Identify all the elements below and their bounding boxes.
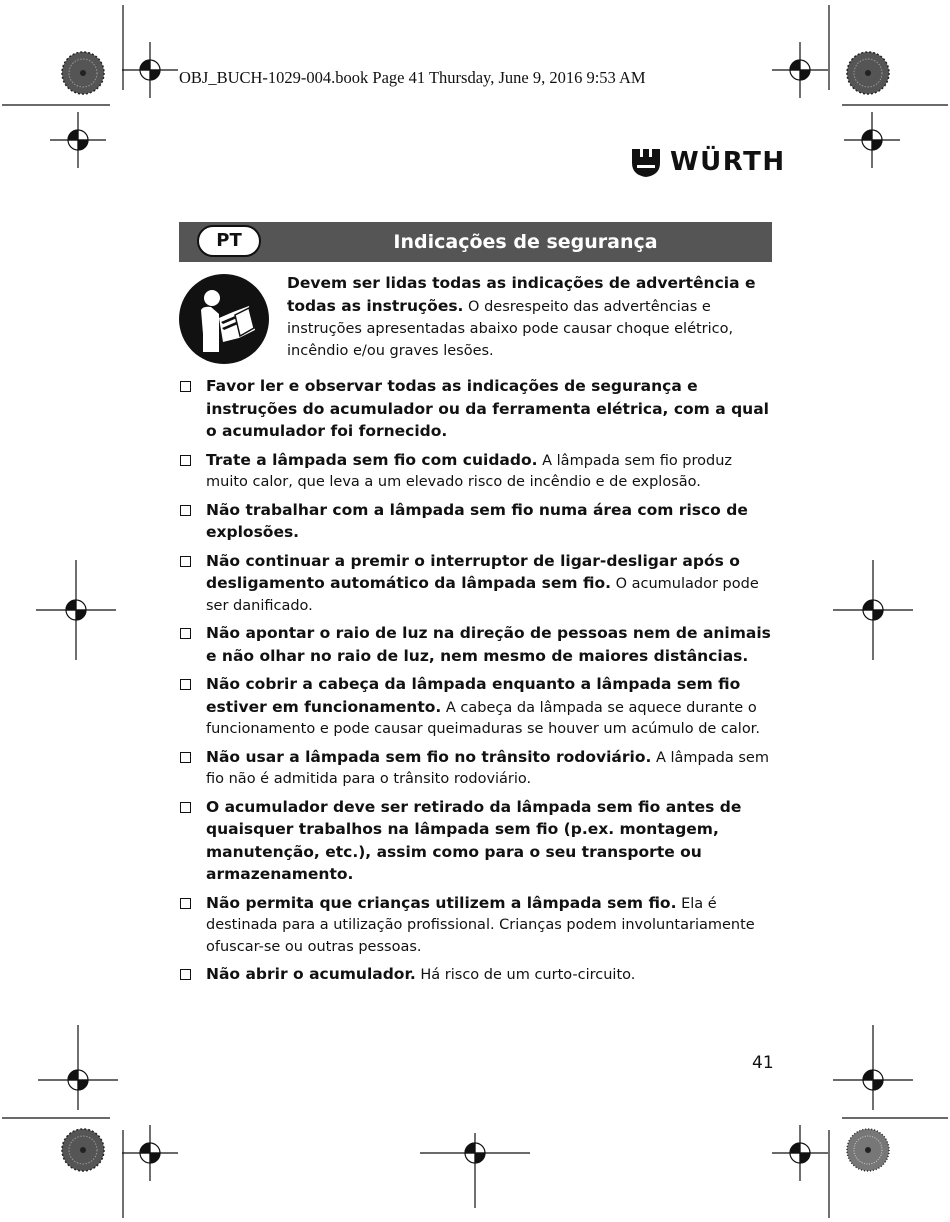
- checkbox-icon: [180, 752, 191, 763]
- item-bold: Não cobrir a cabeça da lâmpada enquanto a lâmpada sem fio estiver em funcionamento.: [206, 675, 741, 716]
- intro-text: [287, 272, 777, 362]
- page-number: 41: [752, 1053, 774, 1073]
- list-item: [179, 376, 775, 444]
- intro-bold: Devem ser lidas todas as indicações de advertência e todas as instruções.: [287, 274, 756, 315]
- item-text: A lâmpada sem fio não é admitida para o trânsito rodoviário.: [206, 749, 769, 787]
- print-header: OBJ_BUCH-1029-004.book Page 41 Thursday, June 9, 2016 9:53 AM: [179, 68, 646, 87]
- safety-list: [179, 376, 775, 993]
- read-manual-icon: [179, 274, 269, 364]
- item-bold: Trate a lâmpada sem fio com cuidado.: [206, 450, 538, 469]
- section-title: Indicações de segurança: [393, 231, 658, 253]
- brand-name: WÜRTH: [670, 147, 786, 177]
- list-item: [179, 964, 775, 987]
- item-text: A lâmpada sem fio produz muito calor, que leva a um elevado risco de incêndio e de explosão.: [206, 452, 733, 490]
- item-bold: Não continuar a premir o interruptor de ligar-desligar após o desligamento automático da lâmpada sem fio.: [206, 551, 740, 592]
- list-item: [179, 551, 775, 618]
- item-bold: Não apontar o raio de luz na direção de pessoas nem de animais e não olhar no raio de luz, nem mesmo de maiores distâncias.: [206, 624, 771, 665]
- checkbox-icon: [180, 679, 191, 690]
- item-bold: Não abrir o acumulador.: [206, 965, 416, 983]
- item-bold: Não permita que crianças utilizem a lâmpada sem fio.: [206, 893, 677, 912]
- list-item: [179, 674, 775, 741]
- checkbox-icon: [180, 802, 191, 813]
- list-item: [179, 450, 775, 494]
- checkbox-icon: [180, 381, 191, 392]
- item-bold: Não trabalhar com a lâmpada sem fio numa área com risco de explosões.: [206, 500, 748, 541]
- checkbox-icon: [180, 455, 191, 466]
- item-text: A cabeça da lâmpada se aquece durante o funcionamento e pode causar queimaduras se houver um acúmulo de calor.: [206, 699, 760, 737]
- item-text: Ela é destinada para a utilização profissional. Crianças podem involuntariamente ofuscar-se ou outras pessoas.: [206, 895, 755, 955]
- item-text: O acumulador pode ser danificado.: [206, 576, 759, 614]
- checkbox-icon: [180, 505, 191, 516]
- checkbox-icon: [180, 898, 191, 909]
- list-item: [179, 500, 775, 545]
- checkbox-icon: [180, 556, 191, 567]
- language-badge: PT: [197, 225, 261, 257]
- section-header: [179, 222, 772, 262]
- checkbox-icon: [180, 969, 191, 980]
- item-bold: Favor ler e observar todas as indicações de segurança e instruções do acumulador ou da ferramenta elétrica, com a qual o acumulador foi fornecido.: [206, 377, 769, 440]
- wurth-logo-icon: [632, 147, 660, 177]
- list-item: [179, 893, 775, 959]
- brand-logo: [632, 145, 786, 179]
- item-text: Há risco de um curto-circuito.: [415, 967, 636, 983]
- list-item: [179, 747, 775, 791]
- intro-body: O desrespeito das advertências e instruções apresentadas abaixo pode causar choque elétrico, incêndio e/ou graves lesões.: [287, 299, 734, 359]
- item-bold: Não usar a lâmpada sem fio no trânsito rodoviário.: [206, 747, 652, 766]
- list-item: [179, 797, 775, 887]
- list-item: [179, 623, 775, 668]
- checkbox-icon: [180, 628, 191, 639]
- item-bold: O acumulador deve ser retirado da lâmpada sem fio antes de quaisquer trabalhos na lâmpada sem fio (p.ex. montagem, manutenção, etc.), assim como para o seu transporte ou armazenamento.: [206, 797, 742, 883]
